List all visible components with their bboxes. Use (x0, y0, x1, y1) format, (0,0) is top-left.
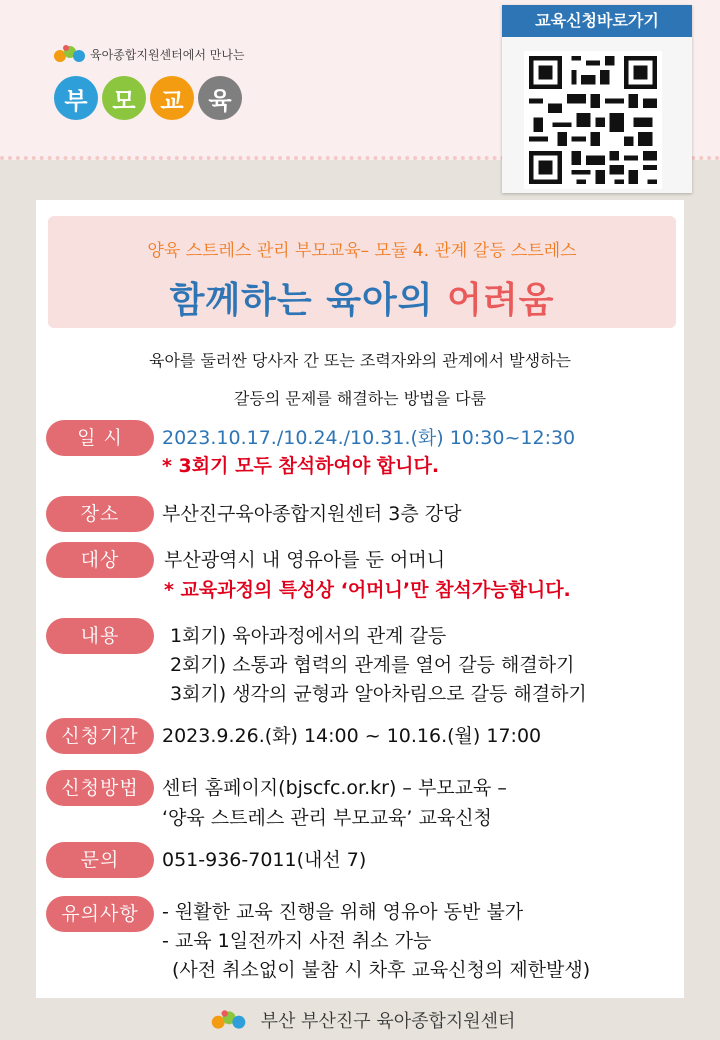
intro-line-2: 갈등의 문제를 해결하는 방법을 다룸 (233, 389, 487, 408)
center-logo-icon (205, 1007, 251, 1033)
date-note: * 3회기 모두 참석하여야 합니다. (162, 455, 440, 477)
target-value: 부산광역시 내 영유아를 둔 어머니 (164, 549, 446, 571)
notes-line-1: - 원활한 교육 진행을 위해 영유아 동반 불가 (162, 901, 524, 923)
period-value: 2023.9.26.(화) 14:00 ~ 10.16.(월) 17:00 (162, 725, 542, 747)
title-badges (54, 76, 245, 120)
content-line-2: 2회기) 소통과 협력의 관계를 열어 갈등 해결하기 (170, 654, 575, 676)
program-subtitle: 양육 스트레스 관리 부모교육– 모듈 4. 관계 갈등 스트레스 (147, 241, 577, 261)
title-main-text: 함께하는 육아의 (169, 280, 434, 321)
notes-line-3: (사전 취소없이 불참 시 차후 교육신청의 제한발생) (172, 959, 591, 981)
method-line-1: 센터 홈페이지(bjscfc.or.kr) – 부모교육 – (162, 777, 507, 799)
badge-gyo: 교 (150, 76, 194, 120)
method-line-2: ‘양육 스트레스 관리 부모교육’ 교육신청 (162, 807, 492, 829)
title-accent-text: 어려움 (447, 280, 555, 321)
qr-code-icon[interactable] (524, 51, 662, 189)
label-target: 대상 (46, 542, 154, 578)
footer-text: 부산 부산진구 육아종합지원센터 (260, 1011, 516, 1032)
intro-text (36, 342, 684, 418)
center-logo-icon (52, 42, 86, 66)
intro-line-1: 육아를 둘러싼 당사자 간 또는 조력자와의 관계에서 발생하는 (148, 351, 571, 370)
label-period: 신청기간 (46, 718, 154, 754)
label-content: 내용 (46, 618, 154, 654)
notes-line-2: - 교육 1일전까지 사전 취소 가능 (162, 930, 432, 952)
content-panel (36, 200, 684, 998)
content-line-3: 3회기) 생각의 균형과 알아차림으로 갈등 해결하기 (170, 683, 587, 705)
label-notes: 유의사항 (46, 896, 154, 932)
title-box (48, 216, 676, 328)
place-value: 부산진구육아종합지원센터 3층 강당 (162, 503, 462, 525)
badge-yuk: 육 (198, 76, 242, 120)
brand-logo (52, 42, 245, 120)
footer (0, 1000, 720, 1040)
label-method: 신청방법 (46, 770, 154, 806)
qr-title: 교육신청바로가기 (502, 5, 692, 37)
badge-bu: 부 (54, 76, 98, 120)
page-title (48, 272, 676, 323)
contact-value: 051-936-7011(내선 7) (162, 849, 367, 871)
badge-mo: 모 (102, 76, 146, 120)
brand-subtitle: 육아종합지원센터에서 만나는 (90, 47, 245, 62)
date-value: 2023.10.17./10.24./10.31.(화) 10:30~12:30 (162, 427, 576, 449)
label-contact: 문의 (46, 842, 154, 878)
content-line-1: 1회기) 육아과정에서의 관계 갈등 (170, 625, 447, 647)
label-place: 장소 (46, 496, 154, 532)
label-date: 일 시 (46, 420, 154, 456)
target-note: * 교육과정의 특성상 ‘어머니’만 참석가능합니다. (164, 579, 571, 601)
qr-card[interactable] (502, 5, 692, 193)
